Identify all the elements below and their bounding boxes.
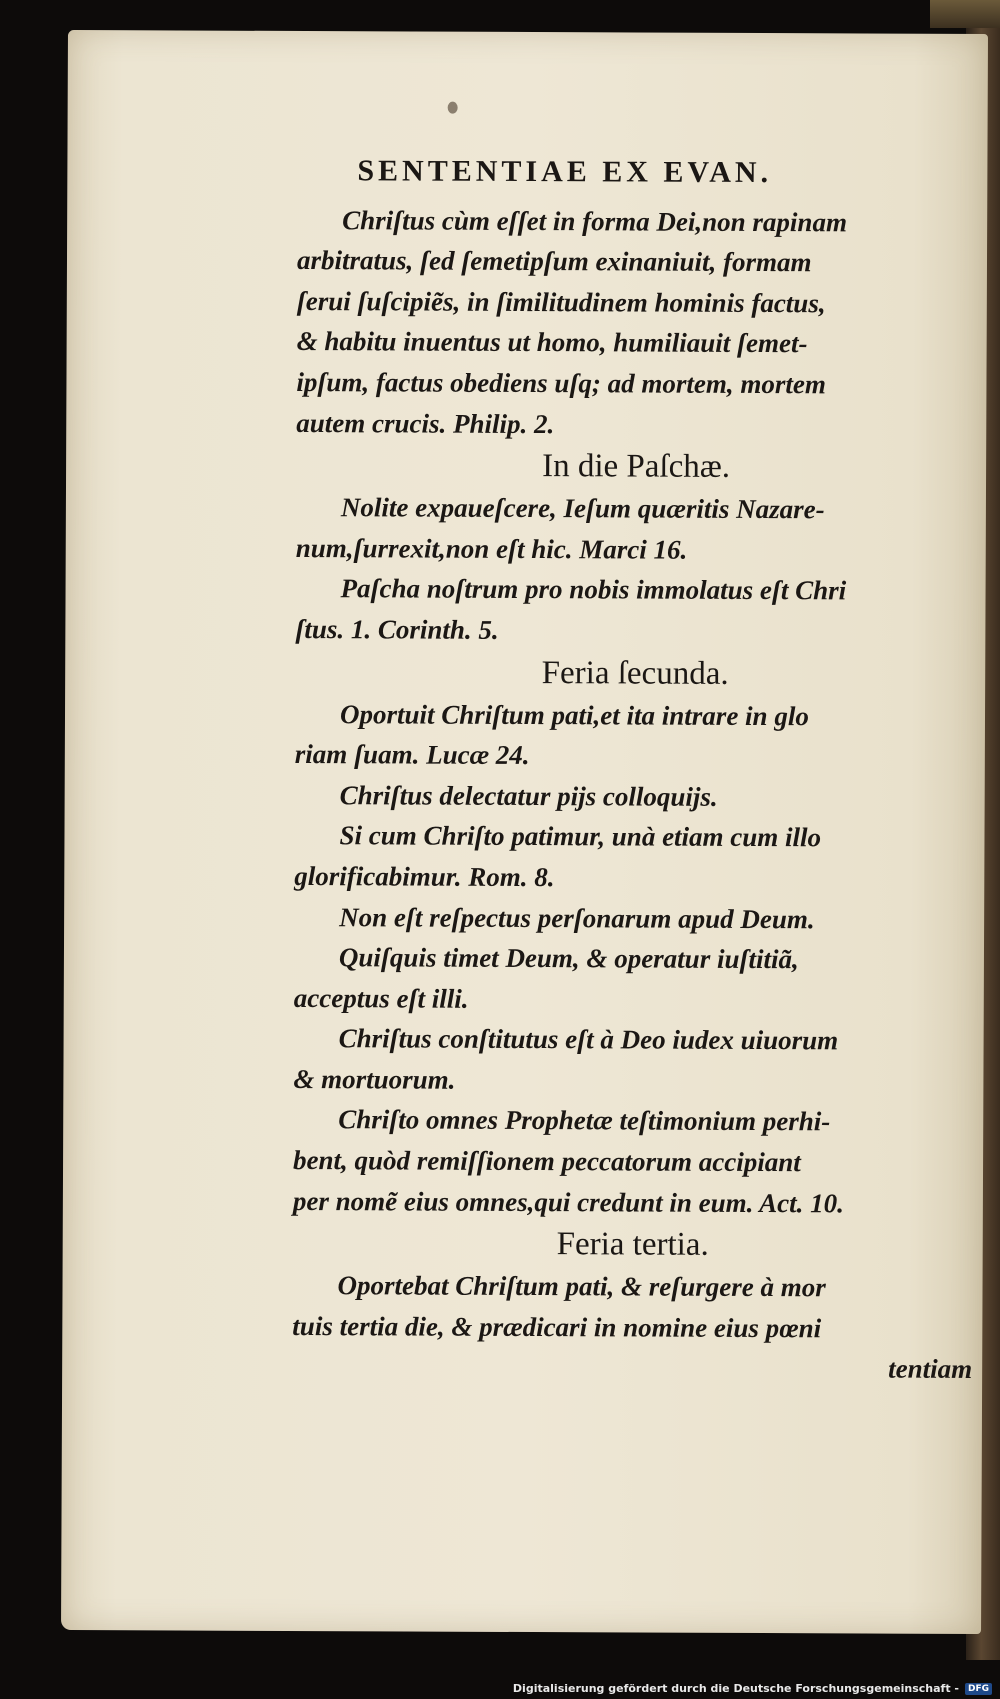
text-line: Chriſtus cùm eſſet in forma Dei,non rapinam (342, 204, 848, 237)
dfg-logo: DFG (965, 1683, 992, 1695)
text-line: Chriſto omnes Prophetæ teſtimonium perhi- (338, 1104, 831, 1137)
text-line: & habitu inuentus ut homo, humiliauit ſemet- (296, 326, 808, 359)
text-line: tuis tertia die, & prædicari in nomine eius pœni (292, 1310, 822, 1344)
section-heading: In die Paſchæ. (542, 448, 731, 486)
text-line: bent, quòd remiſſionem peccatorum accipiant (293, 1145, 801, 1178)
text-line: arbitratus, ſed ſemetipſum exinaniuit, formam (296, 245, 812, 278)
text-line: ſerui ſuſcipiẽs, in ſimilitudinem hominis factus, (296, 285, 826, 319)
text-line: num,ſurrexit,non eſt hic. Marci 16. (295, 532, 688, 565)
text-line: ſtus. 1. Corinth. 5. (295, 613, 499, 645)
text-line: per nomẽ eius omnes,qui credunt in eum. Act. 10. (292, 1185, 845, 1219)
text-line: Non eſt reſpectus perſonarum apud Deum. (339, 901, 815, 934)
text-line: Chriſtus delectatur pijs colloquijs. (339, 779, 718, 812)
text-line: glorificabimur. Rom. 8. (294, 860, 555, 893)
book-edge (930, 0, 1000, 28)
digitization-footer (513, 1682, 992, 1695)
text-line: Oportuit Chriſtum pati,et ita intrare in glo (339, 698, 809, 731)
text-body (292, 200, 977, 1390)
text-line: tentiam (888, 1354, 973, 1385)
text-line: Paſcha noſtrum pro nobis immolatus eſt Chri (340, 573, 847, 606)
funding-credit: Digitalisierung gefördert durch die Deutsche Forschungsgemeinschaft - (512, 1682, 959, 1695)
text-line: Nolite expaueſcere, Ieſum quæritis Nazare- (340, 492, 825, 525)
text-line: riam ſuam. Lucæ 24. (294, 739, 530, 771)
text-line: Chriſtus conſtitutus eſt à Deo iudex uiuorum (338, 1023, 839, 1056)
text-line: Oportebat Chriſtum pati, & reſurgere à mor (337, 1270, 826, 1303)
text-line: ipſum, factus obediens uſq; ad mortem, mortem (296, 366, 827, 400)
page-text (292, 151, 977, 1390)
ink-smudge (448, 102, 458, 114)
text-line: autem crucis. Philip. 2. (296, 407, 555, 439)
text-line: Si cum Chriſto patimur, unà etiam cum illo (339, 820, 822, 853)
section-heading: Feria ſecunda. (541, 654, 729, 692)
running-header: SENTENTIAE EX EVAN. (357, 154, 773, 190)
section-heading: Feria tertia. (556, 1226, 709, 1264)
text-line: acceptus eſt illi. (293, 982, 469, 1014)
text-line: & mortuorum. (293, 1063, 456, 1095)
text-line: Quiſquis timet Deum, & operatur iuſtitiã, (338, 942, 799, 975)
book-page (61, 30, 988, 1634)
